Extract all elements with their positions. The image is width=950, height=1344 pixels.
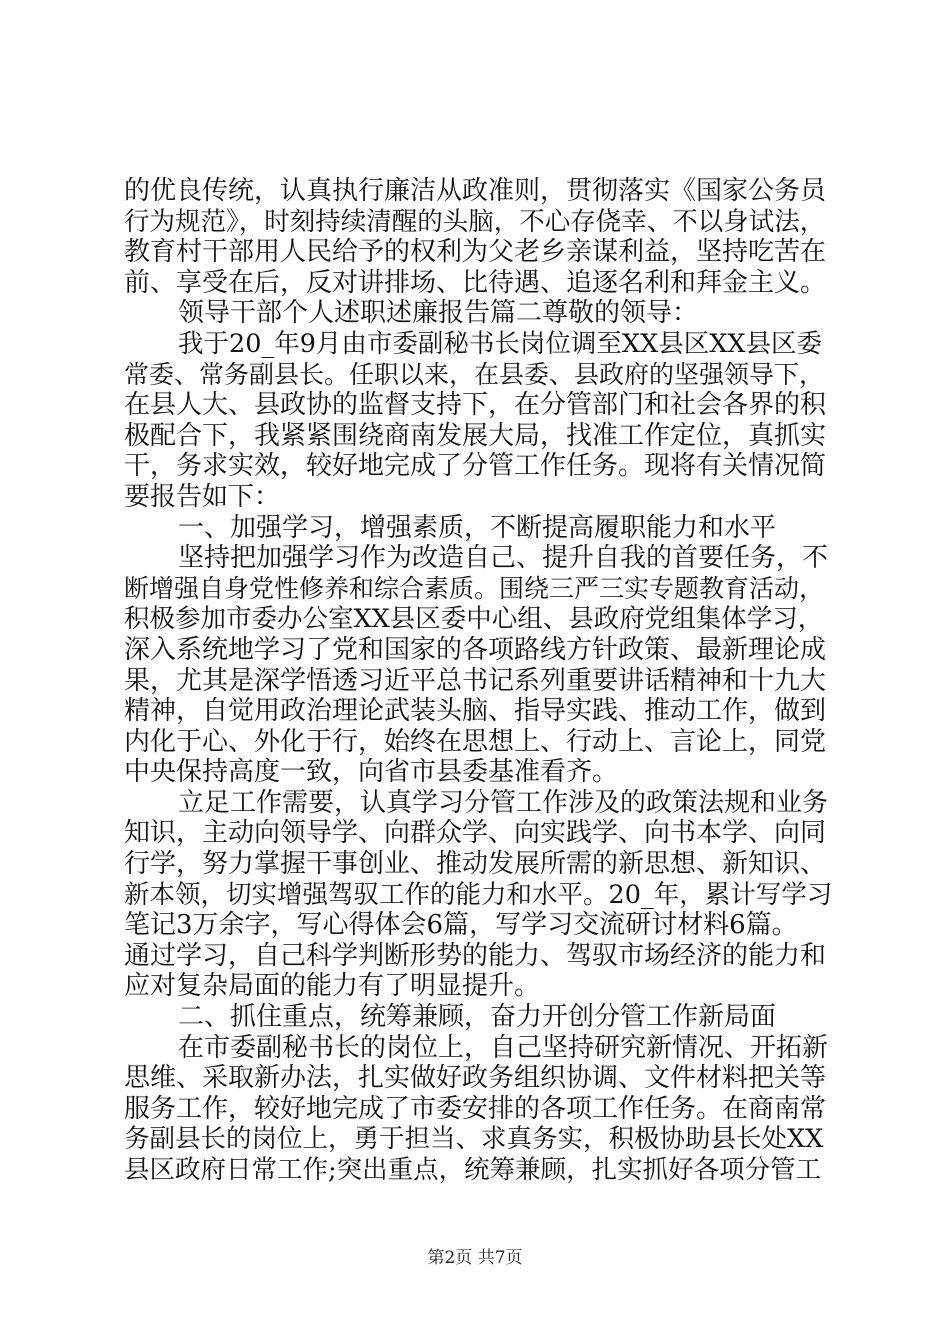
document-body [124,176,832,1186]
text-line: 前、享受在后，反对讲排场、比待遇、追逐名利和拜金主义。 [124,267,827,298]
text-line: 思维、采取新办法，扎实做好政务组织协调、文件材料把关等 [124,1063,827,1094]
text-line: 干，务求实效，较好地完成了分管工作任务。现将有关情况简 [124,451,827,482]
text-line: 服务工作，较好地完成了市委安排的各项工作任务。在商南常 [124,1093,827,1124]
text-line: 坚持把加强学习作为改造自己、提升自我的首要任务，不 [178,543,829,574]
text-line: 积极参加市委办公室XX县区委中心组、县政府党组集体学习， [124,604,824,635]
text-line: 务副县长的岗位上，勇于担当、求真务实，积极协助县长处XX [124,1124,824,1155]
text-line: 在县人大、县政协的监督支持下，在分管部门和社会各界的积 [124,390,827,421]
page-footer: 第2页 共7页 [427,1248,523,1268]
text-line: 立足工作需要，认真学习分管工作涉及的政策法规和业务 [178,787,829,818]
text-line: 行为规范》，时刻持续清醒的头脑，不心存侥幸、不以身试法， [124,206,826,237]
text-line: 精神，自觉用政治理论武装头脑、指导实践、推动工作，做到 [124,696,827,727]
text-line: 二、抓住重点，统筹兼顾，奋力开创分管工作新局面 [178,1002,777,1033]
text-line: 我于20_年9月由市委副秘书长岗位调至XX县区XX县区委 [178,328,823,359]
text-line: 一、加强学习，增强素质，不断提高履职能力和水平 [178,512,777,543]
text-line: 通过学习，自己科学判断形势的能力、驾驭市场经济的能力和 [124,940,827,971]
text-line: 行学，努力掌握干事创业、推动发展所需的新思想、新知识、 [124,849,827,880]
text-line: 领导干部个人述职述廉报告篇二尊敬的领导： [178,298,699,329]
text-line: 常委、常务副县长。任职以来，在县委、县政府的坚强领导下， [124,359,825,389]
text-line: 知识，主动向领导学、向群众学、向实践学、向书本学、向同 [124,818,827,849]
text-line: 极配合下，我紧紧围绕商南发展大局，找准工作定位，真抓实 [124,420,827,451]
text-line: 应对复杂局面的能力有了明显提升。 [124,971,541,1002]
text-line: 教育村干部用人民给予的权利为父老乡亲谋利益，坚持吃苦在 [124,237,827,268]
text-line: 笔记3万余字，写心得体会6篇，写学习交流研讨材料6篇。 [124,910,798,941]
text-line: 内化于心、外化于行，始终在思想上、行动上、言论上，同党 [124,726,827,757]
text-line: 的优良传统，认真执行廉洁从政准则，贯彻落实《国家公务员 [124,176,827,206]
text-line: 要报告如下： [124,481,281,512]
text-line: 新本领，切实增强驾驭工作的能力和水平。20_年，累计写学习 [124,879,833,910]
text-line: 深入系统地学习了党和国家的各项路线方针政策、最新理论成 [124,634,827,665]
text-line: 在市委副秘书长的岗位上，自己坚持研究新情况、开拓新 [178,1032,829,1063]
text-line: 果，尤其是深学悟透习近平总书记系列重要讲话精神和十九大 [124,665,827,696]
text-line: 县区政府日常工作;突出重点，统筹兼顾，扎实抓好各项分管工 [124,1155,822,1185]
text-line: 中央保持高度一致，向省市县委基准看齐。 [124,757,619,788]
text-line: 断增强自身党性修养和综合素质。围绕三严三实专题教育活动， [124,573,825,603]
